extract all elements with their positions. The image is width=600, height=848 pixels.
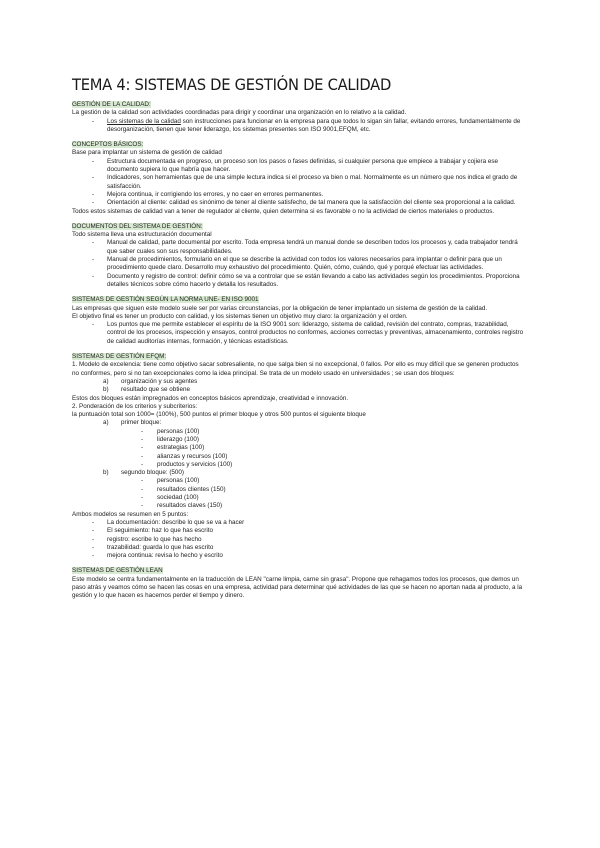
paragraph: Las empresas que siguen este modelo suele ser por varias circunstancias, por la obligación de tener implantado un sistema de gestión de la calidad. (72, 304, 488, 312)
dash-marker: - (141, 435, 144, 443)
paragraph: 2. Ponderación de los criterios y subcriterios: (72, 402, 198, 410)
list-item-text: Manual de procedimientos, formulario en el que se describe la actividad con todos los valores necesarios para implantar o definir para que un procedimiento quede claro. Desarrollo muy exhaustivo del procedimiento. Quién, cómo, cuándo, qué y porqué efectuar las actividades. (107, 256, 502, 272)
paragraph: La gestión de la calidad son actividades coordinadas para dirigir y coordinar una organización en lo relativo a la calidad. (72, 109, 407, 117)
list-item-text: Indicadores, son herramientas que de una simple lectura indica si el proceso va bien o mal. Normalmente es un número que nos indica el grado de satisfacción. (107, 174, 518, 190)
list-item-text: Mejora continua, ir corrigiendo los errores, y no caer en errores permanentes. (107, 190, 324, 198)
list-item (72, 536, 527, 544)
dash-marker: - (92, 174, 95, 182)
list-item-text: personas (100) (157, 427, 200, 435)
list-item-text: trazabilidad: guarda lo que has escrito (107, 543, 214, 551)
dash-marker: - (92, 199, 95, 207)
list-item-text: son instrucciones para funcionar en la empresa para que todos lo sigan sin fallar, evitando errores, fundamentalmente de desorganización, tienen que tener liderazgo, los sistemas presentes son ISO 9001,EFQM, etc. (107, 117, 521, 133)
letter-marker: a) (103, 377, 109, 385)
list-item-text: resultado que se obtiene (121, 386, 190, 394)
paragraph: Este modelo se centra fundamentalmente en la traducción de LEAN "carne limpia, carne sin grasa". Propone que rehagamos todos los procesos, que demos un paso atrás y veamos cómo se hacen las cosas en una empresa, actividad para determinar qué actividades de las que se hacen no aportan nada al producto, a la gestión y lo que hacen es hacernos perder el tiempo y dinero. (72, 575, 523, 600)
list-item-text: Estructura documentada en progreso, un proceso son los pasos o fases definidas, si cualquier persona que empiece a trabajar y cojiera ese documento supiera lo que habría que hacer. (107, 157, 498, 174)
list-item (72, 527, 527, 535)
dash-marker: - (141, 444, 144, 452)
section-heading: SISTEMAS DE GESTIÓN EFQM: (72, 353, 167, 361)
page-title: TEMA 4: SISTEMAS DE GESTIÓN DE CALIDAD (72, 75, 392, 94)
section-heading: SISTEMAS DE GESTIÓN SEGÚN LA NORMA UNE- EN ISO 9001 (72, 296, 259, 304)
list-item-text: mejora continua: revisa lo hecho y escrito (107, 552, 223, 560)
dash-marker: - (92, 543, 95, 551)
list-item-text: resultados clientes (150) (157, 485, 226, 493)
dash-marker: - (92, 518, 95, 526)
list-item (72, 436, 527, 444)
list-item (72, 544, 527, 552)
section-heading: GESTIÓN DE LA CALIDAD: (72, 101, 151, 108)
list-item (72, 494, 527, 502)
dash-marker: - (141, 485, 144, 493)
list-item (72, 444, 527, 452)
section-efqm (72, 353, 527, 560)
letter-marker: a) (103, 419, 109, 427)
dash-marker: - (92, 190, 95, 198)
list-item (72, 273, 527, 290)
list-item (72, 477, 527, 485)
list-item (72, 502, 527, 510)
list-item (72, 453, 527, 461)
dash-marker: - (92, 272, 95, 280)
dash-marker: - (92, 239, 95, 247)
list-item-text: organización y sus agentes (121, 377, 198, 385)
list-item (72, 191, 527, 199)
list-item-text: productos y servicios (100) (157, 460, 233, 468)
dash-marker: - (141, 460, 144, 468)
dash-marker: - (92, 527, 95, 535)
paragraph: Todo sistema lleva una estructuración documental (72, 231, 212, 239)
list-item-text: alianzas y recursos (100) (157, 452, 228, 460)
section-heading: DOCUMENTOS DEL SISTEMA DE GESTIÓN: (72, 222, 203, 230)
dash-marker: - (141, 494, 144, 502)
letter-marker: b) (103, 386, 109, 394)
list-item (72, 386, 527, 394)
list-item (72, 239, 527, 256)
list-item (72, 428, 527, 436)
paragraph: El objetivo final es tener un producto con calidad, y los sistemas tienen un objetivo muy claro: la organización y el orden. (72, 312, 408, 320)
list-item-text: liderazgo (100) (157, 435, 200, 443)
dash-marker: - (92, 321, 95, 329)
section-heading: SISTEMAS DE GESTIÓN LEAN (72, 567, 163, 575)
dash-marker: - (141, 477, 144, 485)
list-item (72, 552, 527, 560)
list-item (72, 174, 527, 191)
dash-marker: - (92, 535, 95, 543)
list-item (72, 256, 527, 273)
list-item (72, 321, 527, 346)
list-item (72, 519, 527, 527)
dash-marker: - (141, 502, 144, 510)
paragraph: Base para implantar un sistema de gestión de calidad (72, 149, 222, 157)
list-item-text: estrategias (100) (157, 444, 205, 452)
dash-marker: - (92, 256, 95, 264)
dash-marker: - (92, 157, 95, 165)
section-lean (72, 567, 527, 600)
paragraph: Ambos modelos se resumen en 5 puntos: (72, 510, 189, 518)
list-item (72, 469, 527, 477)
list-item-text: El seguimiento: haz lo que has escrito (107, 527, 214, 535)
dash-marker: - (92, 552, 95, 560)
list-item (72, 461, 527, 469)
list-item-text: segundo bloque: (500) (121, 469, 185, 477)
paragraph: Todos estos sistemas de calidad van a tener de regulador al cliente, quien determina si es favorable o no la actividad de ciertos materiales o productos. (72, 207, 495, 215)
dash-marker: - (141, 452, 144, 460)
list-item-text: primer bloque: (121, 419, 162, 427)
section-documentos (72, 223, 527, 289)
section-heading: CONCEPTOS BÁSICOS: (72, 141, 144, 149)
list-item-text: La documentación: describe lo que se va a hacer (107, 518, 245, 526)
paragraph: 1. Modelo de excelencia: tiene como objetivo sacar sobresaliente, no que salga bien si no excepcional, 0 fallos. Por ello es muy difícil que se generen productos no conformes, pero si no tan excepcionales como la idea principal. Se trata de un modelo usado en universidades ; se usan dos bloques: (72, 361, 519, 377)
list-item (72, 419, 527, 427)
list-item (72, 378, 527, 386)
section-conceptos-basicos (72, 141, 527, 216)
list-item-text: personas (100) (157, 477, 200, 485)
list-item (72, 486, 527, 494)
paragraph: Estos dos bloques están impregnados en conceptos básicos aprendizaje, creatividad e innovación. (72, 394, 349, 402)
underlined-term: Los sistemas de la calidad (107, 117, 181, 125)
section-iso-9001 (72, 296, 527, 346)
document-body (72, 101, 527, 601)
list-item (72, 118, 527, 135)
list-item (72, 158, 527, 175)
list-item-text: registro: escribe lo que has hecho (107, 535, 202, 543)
list-item (72, 199, 527, 207)
list-item-text: Los puntos que me permite establecer el espíritu de la ISO 9001 son: liderazgo, sistema de calidad, revisión del contrato, compras, trazabilidad, control de los procesos, inspección y ensayos, control productos no conformes, acciones correctas y preventivas, almacenamiento, controles registro de calidad auditorías internas, formación, y técnicas estadísticas. (107, 321, 524, 345)
paragraph: la puntuación total son 1000= (100%), 500 puntos el primer bloque y otros 500 puntos el siguiente bloque (72, 411, 366, 419)
list-item-text: sociedad (100) (157, 494, 199, 502)
letter-marker: b) (103, 469, 109, 477)
dash-marker: - (141, 427, 144, 435)
section-gestion-calidad (72, 101, 527, 134)
list-item-text: resultados claves (150) (157, 502, 223, 510)
dash-marker: - (92, 117, 95, 125)
list-item-text: Documento y registro de control: definir cómo se va a controlar que se están llevando a cabo las actividades según los procedimientos. Proporciona detalles técnicos sobre cómo hacerlo y detalla los resultados. (107, 272, 520, 288)
list-item-text: Manual de calidad, parte documental por escrito. Toda empresa tendrá un manual donde se describen todos los procesos y, cada trabajador tendrá que saber cuales son sus responsabilidades. (107, 239, 518, 255)
list-item-text: Orientación al cliente: calidad es sinónimo de tener al cliente satisfecho, de tal manera que la satisfacción del cliente sea proporcional a la calidad. (107, 199, 516, 207)
